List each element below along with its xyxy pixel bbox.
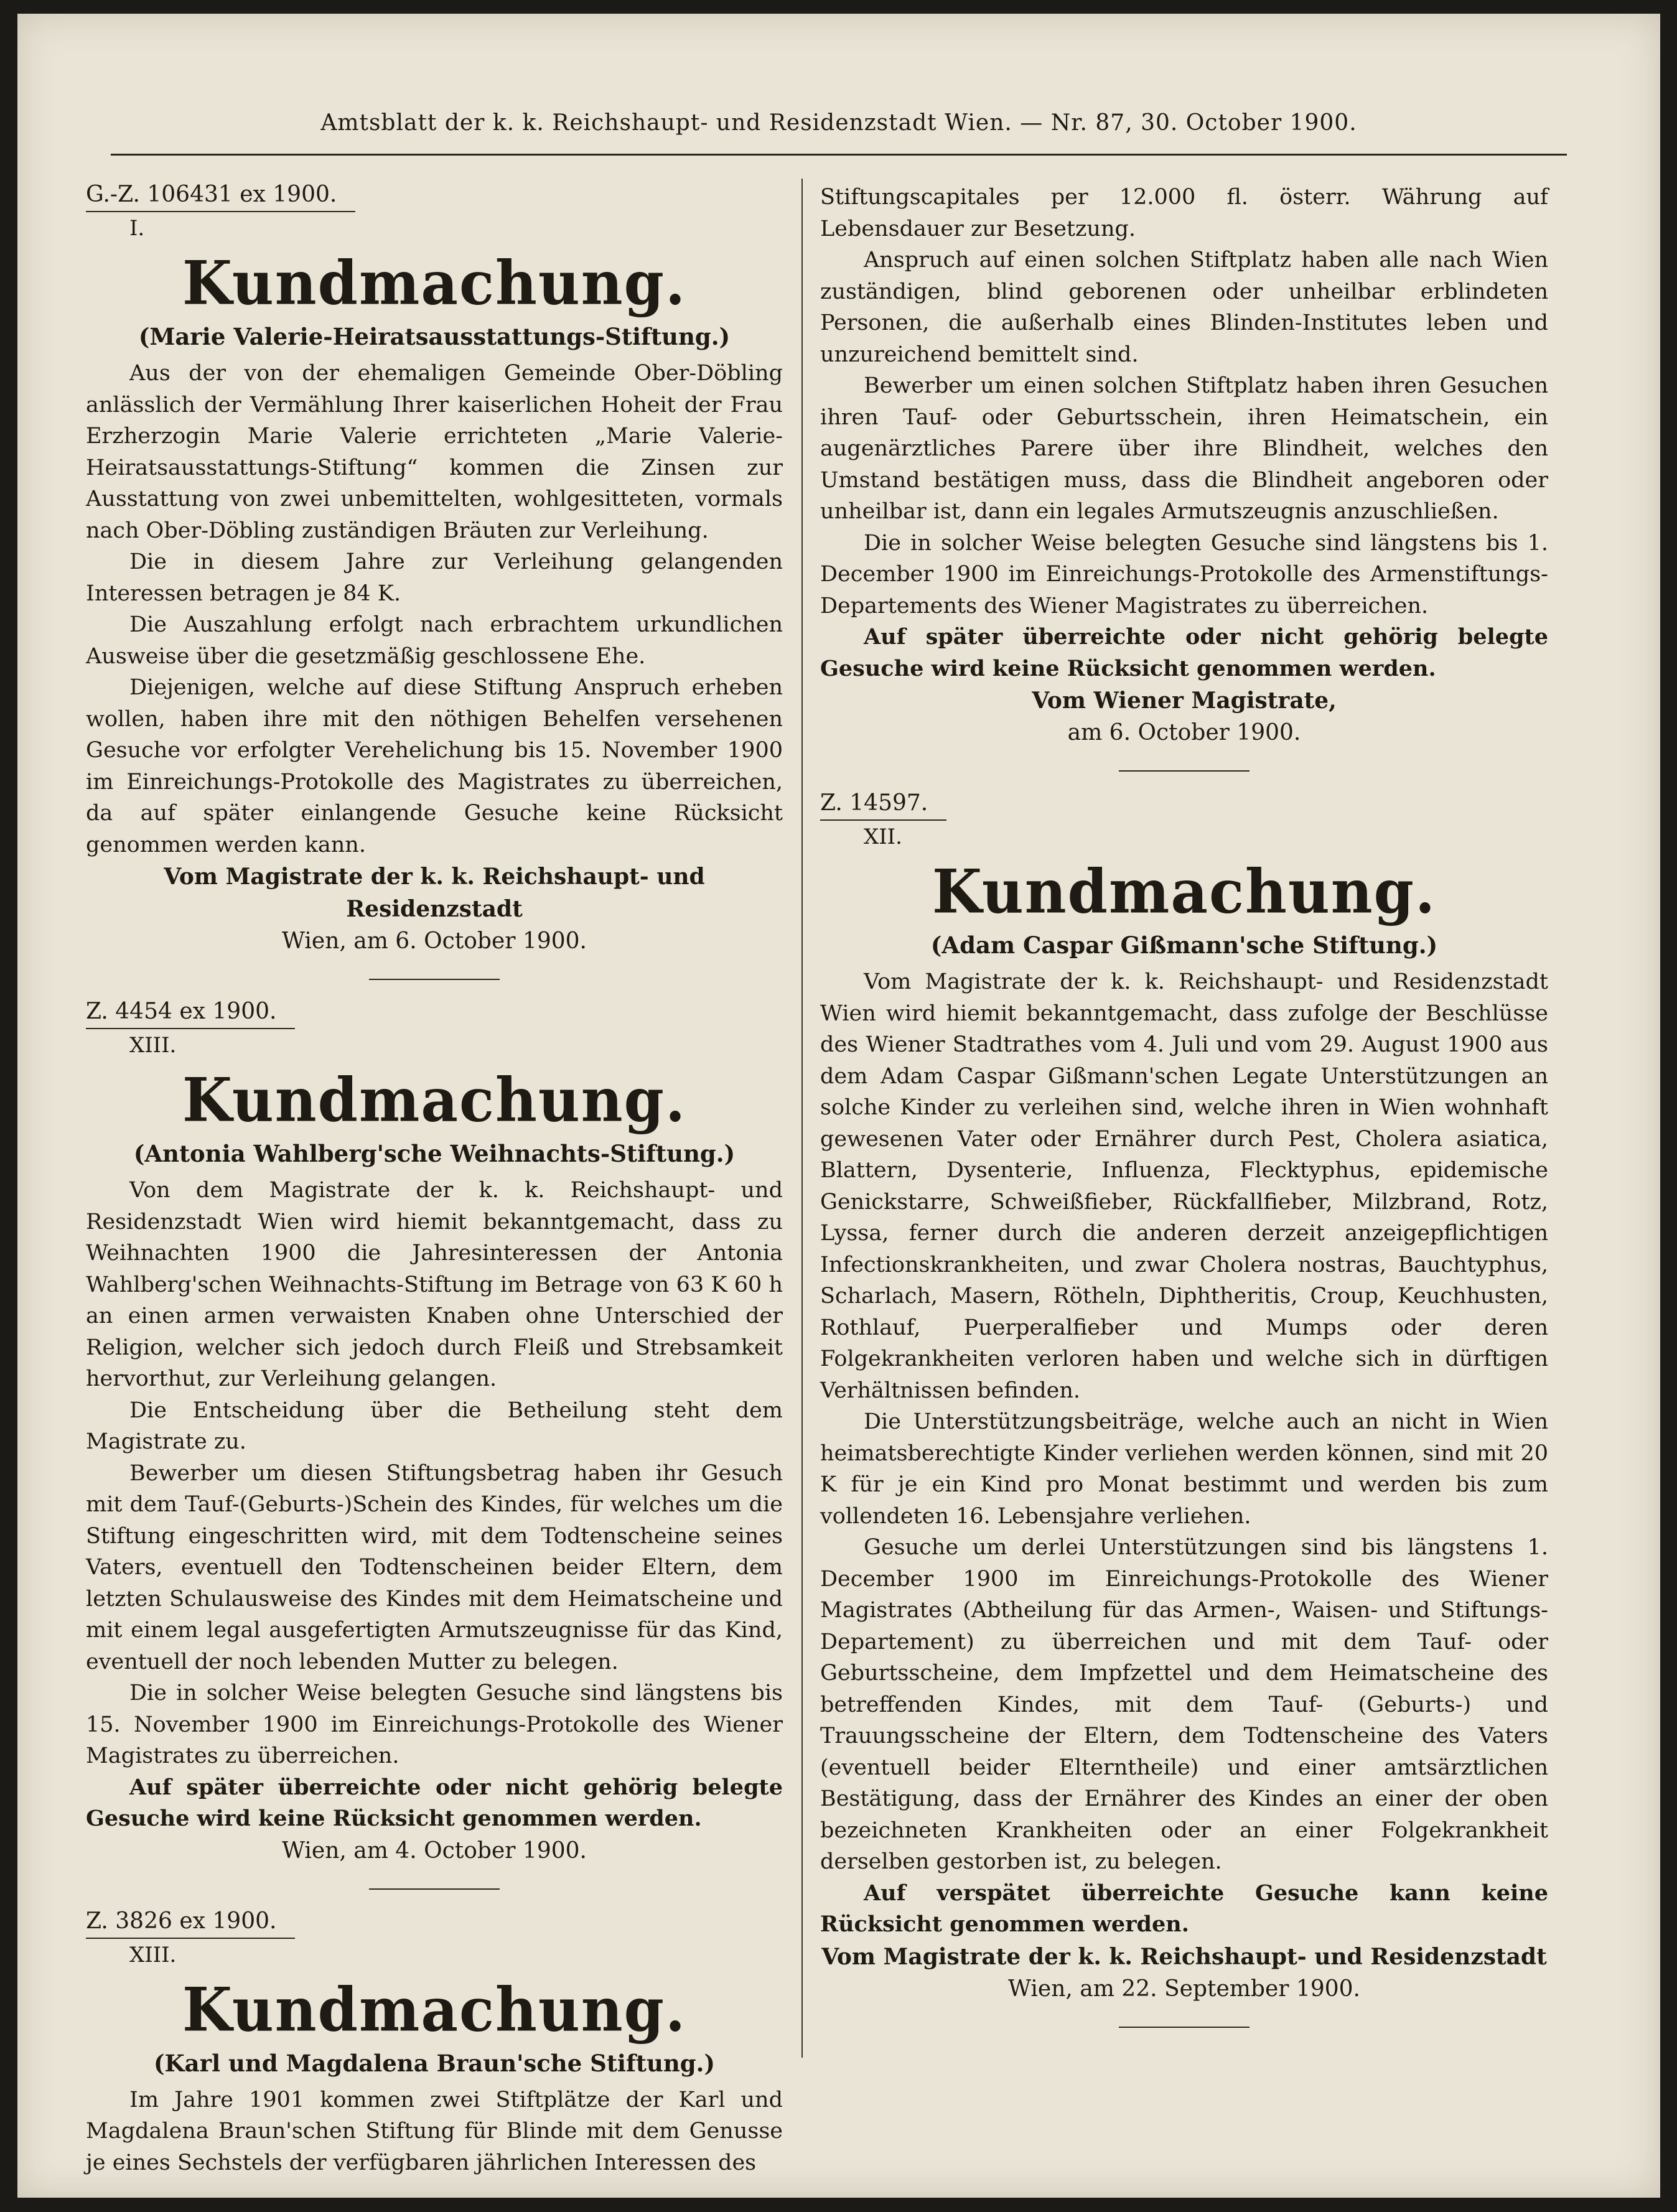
- article-braun-continued: [820, 182, 1548, 772]
- paragraph: Vom Magistrate der k. k. Reichshaupt- und Residenzstadt Wien wird hiemit bekanntgemacht, dass zufolge der Beschlüsse des Wiener Stadtrathes vom 4. Juli und vom 29. August 1900 aus dem Adam Caspar Gißmann'schen Legate Unterstützungen an solche Kinder zu verleihen sind, welche ihren in Wien wohnhaft gewesenen Vater oder Ernährer durch Pest, Cholera asiatica, Blattern, Dysenterie, Influenza, Flecktyphus, epidemische Genickstarre, Schweißfieber, Rückfallfieber, Milzbrand, Rotz, Lyssa, ferner durch die anderen derzeit anzeigepflichtigen Infectionskrankheiten, und zwar Cholera nostras, Bauchtyphus, Scharlach, Masern, Rötheln, Diphtheritis, Croup, Keuchhusten, Rothlauf, Puerperalfieber und Mumps oder deren Folgekrankheiten verloren haben und welche sich in dürftigen Verhältnissen befinden.: [820, 969, 1548, 1403]
- reference-number: Z. 14597.: [820, 790, 946, 821]
- reference-number: Z. 3826 ex 1900.: [86, 1908, 295, 1939]
- paragraph-bold: Auf später überreichte oder nicht gehörig belegte Gesuche wird keine Rücksicht genommen werden.: [86, 1774, 783, 1831]
- section-number: XIII.: [129, 1942, 177, 1967]
- paragraph: Gesuche um derlei Unterstützungen sind bis längstens 1. December 1900 im Einreichungs-Protokolle des Wiener Magistrates (Abtheilung für das Armen-, Waisen- und Stiftungs-Departement) zu überreichen und mit dem Tauf- oder Geburtsscheine, dem Impfzettel und dem Heimatscheine des betreffenden Kindes, mit dem Tauf- (Geburts-) und Trauungsscheine der Eltern, dem Todtenscheine des Vaters (eventuell beider Elterntheile) und einer amtsärztlichen Bestätigung, dass der Ernährer des Kindes an einer der oben bezeichneten Krankheiten oder an einer Folgekrankheit derselben gestorben ist, zu belegen.: [820, 1535, 1548, 1874]
- signature-date: Wien, am 22. September 1900.: [1008, 1976, 1360, 2002]
- article-braun: [86, 1908, 783, 2179]
- signature-line: Vom Magistrate der k. k. Reichshaupt- und Residenzstadt: [821, 1943, 1547, 1970]
- article-wahlberg: [86, 999, 783, 1890]
- signature-date: am 6. October 1900.: [1067, 720, 1301, 745]
- paragraph: Anspruch auf einen solchen Stiftplatz haben alle nach Wien zuständigen, blind geborenen oder unheilbar erblindeten Personen, die außerhalb eines Blinden-Institutes leben und unzureichend bemittelt sind.: [820, 248, 1548, 367]
- article-gissmann: [820, 790, 1548, 2028]
- article-subtitle: (Adam Caspar Gißmann'sche Stiftung.): [930, 931, 1438, 959]
- signature-line: Vom Magistrate der k. k. Reichshaupt- und Residenzstadt: [164, 864, 705, 922]
- paragraph-bold: Auf verspätet überreichte Gesuche kann keine Rücksicht genommen werden.: [820, 1880, 1548, 1937]
- article-title: Kundmachung.: [182, 1974, 687, 2045]
- article-title: Kundmachung.: [932, 856, 1437, 927]
- signature-date: Wien, am 6. October 1900.: [282, 928, 587, 954]
- reference-number: Z. 4454 ex 1900.: [86, 999, 295, 1029]
- paragraph: Aus der von der ehemaligen Gemeinde Ober-Döbling anlässlich der Vermählung Ihrer kaiserlichen Hoheit der Frau Erzherzogin Marie Valerie errichteten „Marie Valerie-Heiratsausstattungs-Stiftung“ kommen die Zinsen zur Ausstattung von zwei unbemittelten, wohlgesitteten, vormals nach Ober-Döbling zuständigen Bräuten zur Verleihung.: [86, 361, 783, 543]
- article-subtitle: (Marie Valerie-Heiratsausstattungs-Stiftung.): [138, 323, 731, 350]
- article-title: Kundmachung.: [182, 248, 687, 319]
- paragraph: Die Unterstützungsbeiträge, welche auch an nicht in Wien heimatsberechtigte Kinder verliehen werden können, sind mit 20 K für je ein Kind pro Monat bestimmt und werden bis zum vollendeten 16. Lebensjahre verliehen.: [820, 1409, 1548, 1529]
- section-number: I.: [129, 216, 145, 241]
- paragraph: Die in solcher Weise belegten Gesuche sind längstens bis 1. December 1900 im Einreichungs-Protokolle des Armenstiftungs-Departements des Wiener Magistrates zu überreichen.: [820, 530, 1548, 618]
- signature-date: Wien, am 4. October 1900.: [282, 1837, 587, 1864]
- article-marie-valerie: [86, 182, 783, 980]
- paragraph: Die Entscheidung über die Betheilung steht dem Magistrate zu.: [86, 1398, 783, 1454]
- paragraph: Die in solcher Weise belegten Gesuche sind längstens bis 15. November 1900 im Einreichungs-Protokolle des Wiener Magistrates zu überreichen.: [86, 1681, 783, 1768]
- article-title: Kundmachung.: [182, 1065, 687, 1136]
- header-rule: [111, 154, 1567, 156]
- separator-rule: [1119, 2027, 1250, 2028]
- paragraph: Bewerber um diesen Stiftungsbetrag haben ihr Gesuch mit dem Tauf-(Geburts-)Schein des Kindes, für welches um die Stiftung eingeschritten wird, mit dem Todtenscheine seines Vaters, eventuell den Todtenscheinen beider Eltern, dem letzten Schulausweise des Kindes mit dem Heimatscheine und mit einem legal ausgefertigten Armutszeugnisse für das Kind, eventuell der noch lebenden Mutter zu belegen.: [86, 1460, 783, 1674]
- paragraph: Bewerber um einen solchen Stiftplatz haben ihren Gesuchen ihren Tauf- oder Geburtsschein, ihren Heimatschein, ein augenärztliches Parere über ihre Blindheit, welches den Umstand bestätigen muss, dass die Blindheit angeboren oder unheilbar ist, dann ein legales Armutszeugnis anzuschließen.: [820, 373, 1548, 524]
- newspaper-page: [17, 14, 1660, 2198]
- separator-rule: [369, 979, 500, 980]
- section-number: XIII.: [129, 1033, 177, 1058]
- paragraph: Diejenigen, welche auf diese Stiftung Anspruch erheben wollen, haben ihre mit den nöthigen Behelfen versehenen Gesuche vor erfolgter Verehelichung bis 15. November 1900 im Einreichungs-Protokolle des Magistrates zu überreichen, da auf später einlangende Gesuche keine Rücksicht genommen werden kann.: [86, 675, 783, 857]
- left-column: [86, 182, 783, 2178]
- right-column: [820, 182, 1548, 2046]
- paragraph-bold: Auf später überreichte oder nicht gehörig belegte Gesuche wird keine Rücksicht genommen werden.: [820, 624, 1548, 681]
- separator-rule: [1119, 770, 1250, 772]
- paragraph: Im Jahre 1901 kommen zwei Stiftplätze der Karl und Magdalena Braun'schen Stiftung für Blinde mit dem Genusse je eines Sechstels der verfügbaren jährlichen Interessen des: [86, 2087, 783, 2175]
- reference-number: G.-Z. 106431 ex 1900.: [86, 182, 355, 212]
- paragraph: Die in diesem Jahre zur Verleihung gelangenden Interessen betragen je 84 K.: [86, 549, 783, 606]
- paragraph-continued: Stiftungscapitales per 12.000 fl. österr. Währung auf Lebensdauer zur Besetzung.: [820, 185, 1548, 241]
- article-subtitle: (Karl und Magdalena Braun'sche Stiftung.): [153, 2049, 716, 2077]
- page-header: Amtsblatt der k. k. Reichshaupt- und Residenzstadt Wien. — Nr. 87, 30. October 1900.: [320, 110, 1357, 136]
- article-subtitle: (Antonia Wahlberg'sche Weihnachts-Stiftung.): [133, 1140, 736, 1167]
- signature-line: Vom Wiener Magistrate,: [1032, 688, 1337, 714]
- separator-rule: [369, 1888, 500, 1890]
- paragraph: Die Auszahlung erfolgt nach erbrachtem urkundlichen Ausweise über die gesetzmäßig geschlossene Ehe.: [86, 612, 783, 669]
- section-number: XII.: [864, 824, 902, 849]
- paragraph: Von dem Magistrate der k. k. Reichshaupt- und Residenzstadt Wien wird hiemit bekanntgemacht, dass zu Weihnachten 1900 die Jahresinteressen der Antonia Wahlberg'schen Weihnachts-Stiftung im Betrage von 63 K 60 h an einen armen verwaisten Knaben ohne Unterschied der Religion, welcher sich jedoch durch Fleiß und Strebsamkeit hervorthut, zur Verleihung gelangen.: [86, 1178, 783, 1391]
- column-divider: [801, 179, 803, 2058]
